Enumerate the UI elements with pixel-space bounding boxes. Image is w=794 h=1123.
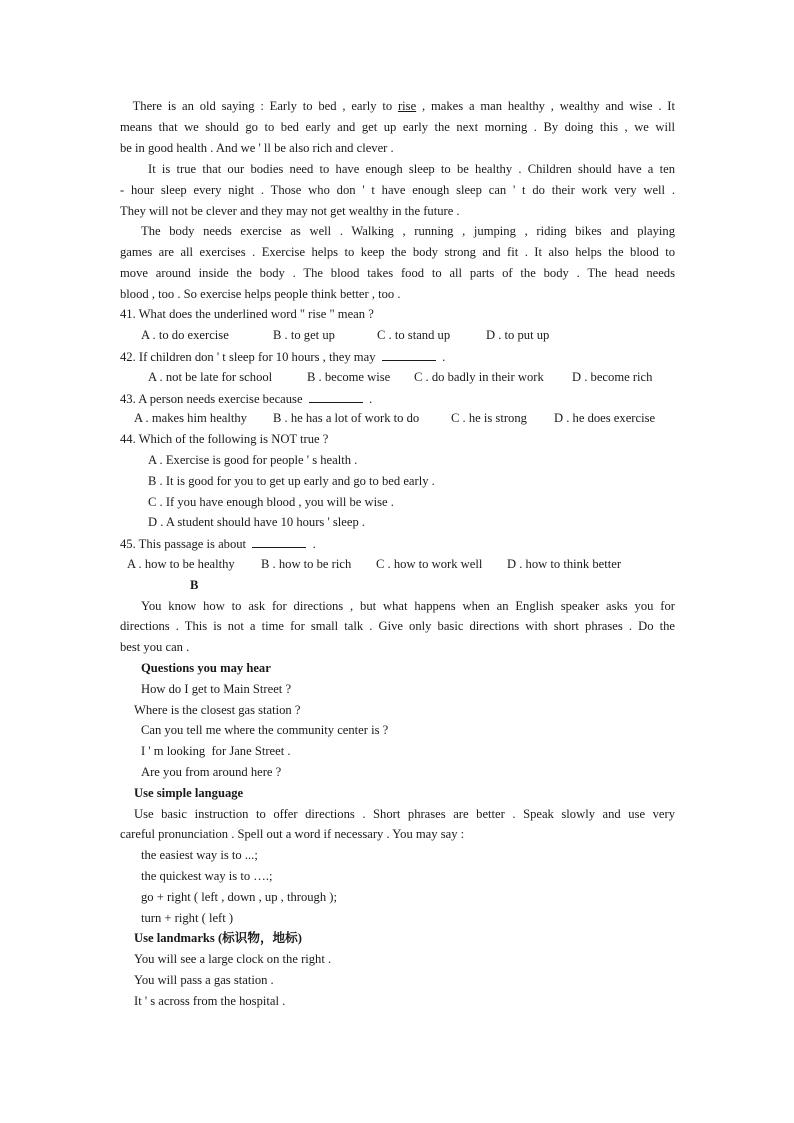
text: , makes a man healthy , wealthy and wise . It: [416, 99, 675, 113]
text: 42. If children don ' t sleep for 10 hours , they may: [120, 350, 376, 364]
landmark-item: You will see a large clock on the right .: [134, 952, 332, 966]
say-item: the easiest way is to ...;: [141, 848, 258, 862]
q43-option-b: B . he has a lot of work to do: [273, 411, 420, 425]
q43-option-d: D . he does exercise: [554, 411, 656, 425]
q43-option-a: A . makes him healthy: [134, 411, 247, 425]
q44-option-b: B . It is good for you to get up early and go to bed early .: [148, 474, 435, 488]
landmark-item: You will pass a gas station .: [134, 973, 274, 987]
passage-a-p3-line4: blood , too . So exercise helps people think better , too .: [120, 287, 401, 301]
hear-item: Can you tell me where the community center is ?: [141, 723, 389, 737]
passage-a-p2-line2: - hour sleep every night . Those who don ' t have enough sleep can ' t do their work very well .: [120, 183, 675, 197]
use-simple-language-heading: Use simple language: [134, 786, 244, 800]
say-item: go + right ( left , down , up , through );: [141, 890, 337, 904]
hear-item: Where is the closest gas station ?: [134, 703, 301, 717]
passage-a-p1-line1: [120, 99, 675, 113]
questions-you-may-hear-heading: Questions you may hear: [141, 661, 271, 675]
text: .: [442, 350, 446, 364]
passage-b-intro-line3: best you can .: [120, 640, 190, 654]
q41-option-b: B . to get up: [273, 328, 335, 342]
question-45-stem: [120, 536, 316, 551]
simple-language-line2: careful pronunciation . Spell out a word if necessary . You may say :: [120, 827, 465, 841]
passage-a-p1-line3: be in good health . And we ' ll be also rich and clever .: [120, 141, 394, 155]
q42-option-d: D . become rich: [572, 370, 653, 384]
passage-b-intro-line1: You know how to ask for directions , but what happens when an English speaker asks you for: [141, 599, 675, 613]
q45-option-a: A . how to be healthy: [127, 557, 235, 571]
passage-a-p2-line1: It is true that our bodies need to have enough sleep to be healthy . Children should have a ten: [148, 162, 675, 176]
q43-option-c: C . he is strong: [451, 411, 527, 425]
q44-option-d: D . A student should have 10 hours ' sleep .: [148, 515, 366, 529]
hear-item: Are you from around here ?: [141, 765, 282, 779]
question-44-stem: 44. Which of the following is NOT true ?: [120, 432, 329, 446]
passage-b-heading: B: [190, 578, 199, 592]
q42-option-b: B . become wise: [307, 370, 391, 384]
passage-a-p1-line2: means that we should go to bed early and get up early the next morning . By doing this , we will: [120, 120, 675, 134]
passage-b-intro-line2: directions . This is not a time for small talk . Give only basic directions with short phrases . Do the: [120, 619, 675, 633]
underlined-word-rise: rise: [397, 99, 417, 113]
use-landmarks-heading: Use landmarks (标识物，地标): [134, 931, 302, 945]
q44-option-c: C . If you have enough blood , you will be wise .: [148, 495, 394, 509]
question-42-stem: [120, 349, 445, 364]
landmark-item: It ' s across from the hospital .: [134, 994, 286, 1008]
text: .: [312, 537, 316, 551]
q41-option-c: C . to stand up: [377, 328, 451, 342]
passage-a-p3-line1: The body needs exercise as well . Walking , running , jumping , riding bikes and playing: [141, 224, 675, 238]
question-41-stem: 41. What does the underlined word " rise " mean ?: [120, 307, 374, 321]
hear-item: I ' m looking for Jane Street .: [141, 744, 291, 758]
answer-blank: [382, 349, 436, 361]
q41-option-d: D . to put up: [486, 328, 550, 342]
text: 43. A person needs exercise because: [120, 392, 303, 406]
text: .: [369, 392, 373, 406]
hear-item: How do I get to Main Street ?: [141, 682, 292, 696]
q45-option-c: C . how to work well: [376, 557, 483, 571]
say-item: the quickest way is to ….;: [141, 869, 273, 883]
answer-blank: [309, 391, 363, 403]
passage-a-p3-line3: move around inside the body . The blood takes food to all parts of the body . The head needs: [120, 266, 675, 280]
say-item: turn + right ( left ): [141, 911, 234, 925]
q42-option-c: C . do badly in their work: [414, 370, 544, 384]
text: 45. This passage is about: [120, 537, 247, 551]
q41-option-a: A . to do exercise: [141, 328, 229, 342]
passage-a-p2-line3: They will not be clever and they may not get wealthy in the future .: [120, 204, 460, 218]
question-43-stem: [120, 391, 372, 406]
text: There is an old saying : Early to bed , early to: [132, 99, 398, 113]
q45-option-d: D . how to think better: [507, 557, 622, 571]
simple-language-line1: Use basic instruction to offer directions . Short phrases are better . Speak slowly and use very: [134, 807, 675, 821]
q45-option-b: B . how to be rich: [261, 557, 352, 571]
passage-a-p3-line2: games are all exercises . Exercise helps to keep the body strong and fit . It also helps the blood to: [120, 245, 675, 259]
answer-blank: [252, 536, 306, 548]
q42-option-a: A . not be late for school: [148, 370, 273, 384]
q44-option-a: A . Exercise is good for people ' s health .: [148, 453, 358, 467]
